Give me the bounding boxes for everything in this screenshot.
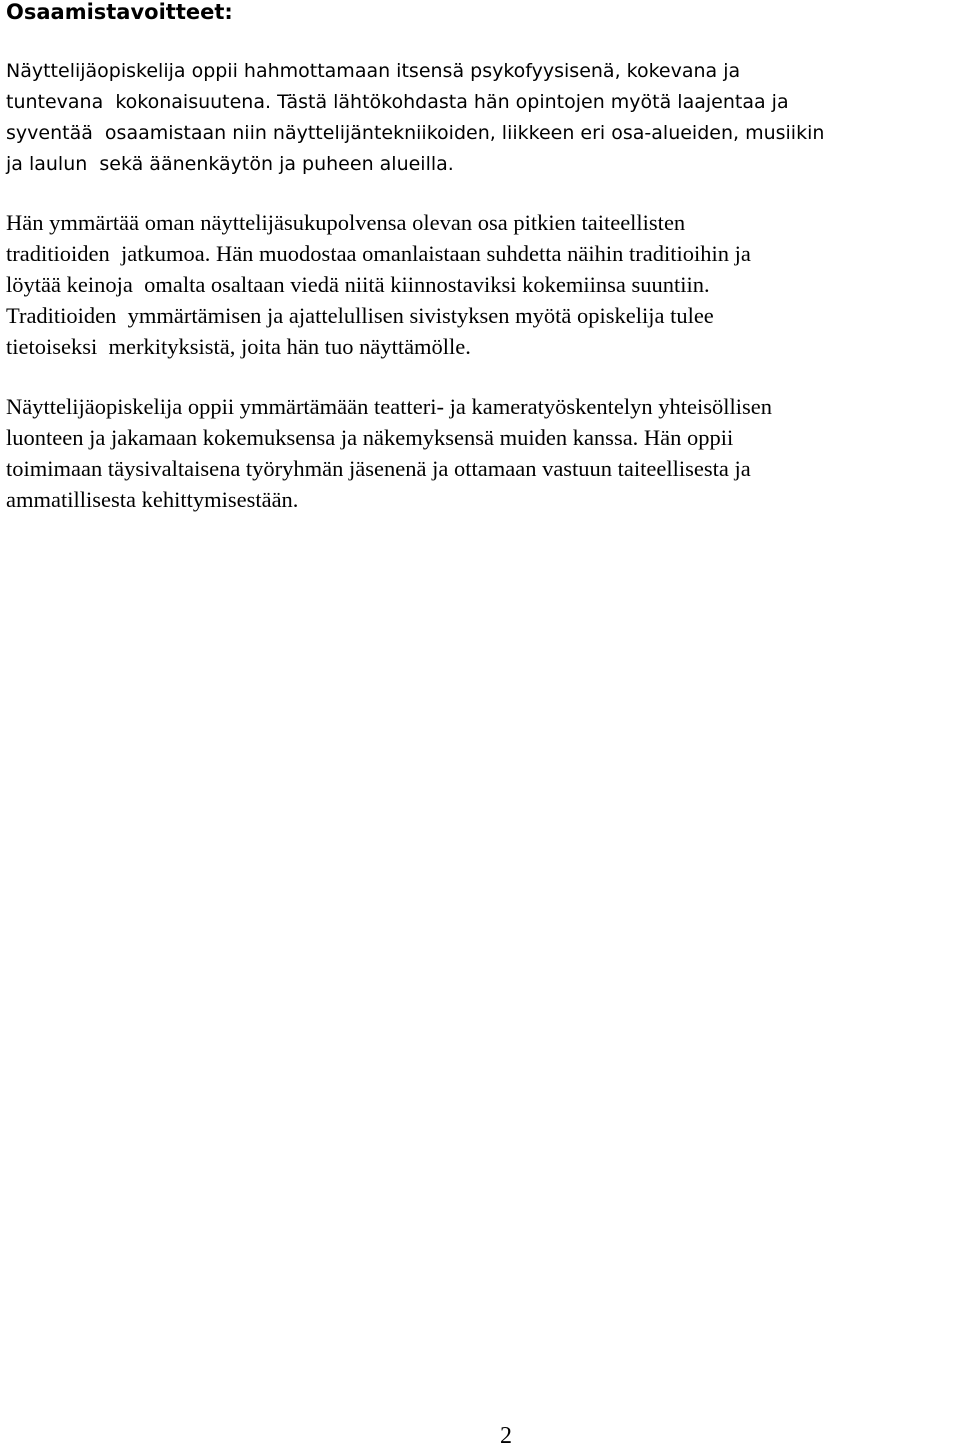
section-heading: Osaamistavoitteet: xyxy=(6,0,233,24)
paragraph-line: Hän ymmärtää oman näyttelijäsukupolvensa olevan osa pitkien taiteellisten xyxy=(6,210,686,235)
paragraph-line: tietoiseksi merkityksistä, joita hän tuo näyttämölle. xyxy=(6,334,471,359)
paragraph-line: toimimaan täysivaltaisena työryhmän jäsenenä ja ottamaan vastuun taiteellisesta ja xyxy=(6,456,751,481)
paragraph-line: ja laulun sekä äänenkäytön ja puheen alueilla. xyxy=(6,153,454,175)
paragraph-teamwork xyxy=(6,391,772,515)
paragraph-learning-goals xyxy=(6,56,824,180)
paragraph-line: luonteen ja jakamaan kokemuksensa ja näkemyksensä muiden kanssa. Hän oppii xyxy=(6,425,734,450)
page-number: 2 xyxy=(500,1423,512,1449)
paragraph-traditions xyxy=(6,207,751,362)
paragraph-line: traditioiden jatkumoa. Hän muodostaa omanlaistaan suhdetta näihin traditioihin ja xyxy=(6,241,751,266)
paragraph-line: tuntevana kokonaisuutena. Tästä lähtökohdasta hän opintojen myötä laajentaa ja xyxy=(6,91,789,113)
paragraph-line: ammatillisesta kehittymisestään. xyxy=(6,487,299,512)
paragraph-line: Näyttelijäopiskelija oppii hahmottamaan itsensä psykofyysisenä, kokevana ja xyxy=(6,60,741,82)
paragraph-line: Näyttelijäopiskelija oppii ymmärtämään teatteri- ja kameratyöskentelyn yhteisöllisen xyxy=(6,394,773,419)
paragraph-line: löytää keinoja omalta osaltaan viedä niitä kiinnostaviksi kokemiinsa suuntiin. xyxy=(6,272,710,297)
paragraph-line: Traditioiden ymmärtämisen ja ajattelullisen sivistyksen myötä opiskelija tulee xyxy=(6,303,714,328)
paragraph-line: syventää osaamistaan niin näyttelijäntekniikoiden, liikkeen eri osa-alueiden, musiikin xyxy=(6,122,825,144)
